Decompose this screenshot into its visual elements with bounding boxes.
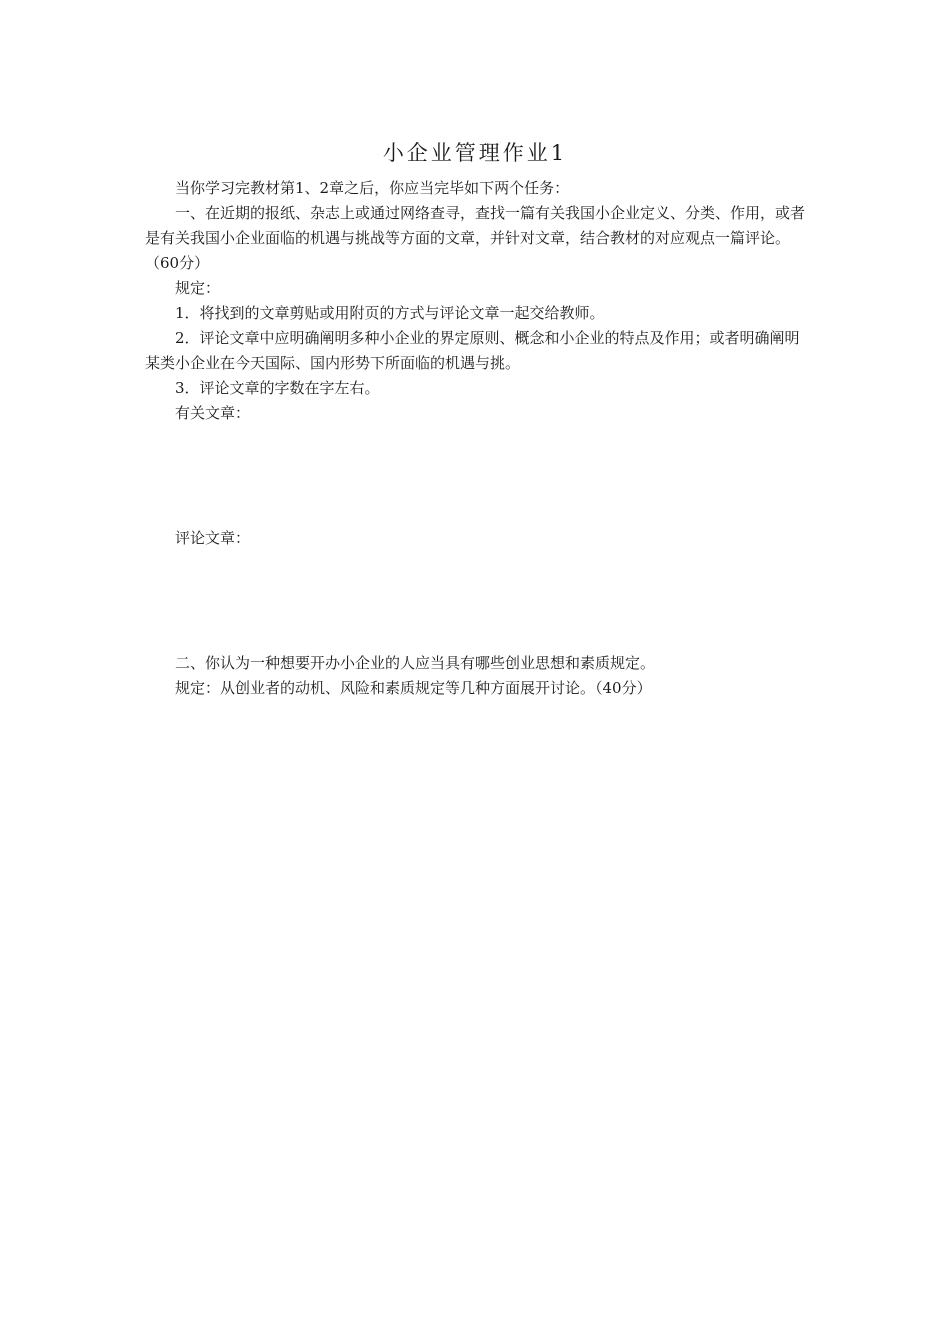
task1-requirement-item: 3．评论文章的字数在字左右。 <box>175 379 380 397</box>
related-article-blank-area <box>145 426 807 526</box>
task1-paragraph: 一、在近期的报纸、杂志上或通过网络查寻，查找一篇有关我国小企业定义、分类、作用，或者是有关我国小企业面临的机遇与挑战等方面的文章，并针对文章，结合教材的对应观点一篇评论。（60分） <box>145 204 806 272</box>
review-article-blank-area <box>145 551 807 651</box>
task1-requirement-item: 1．将找到的文章剪贴或用附页的方式与评论文章一起交给教师。 <box>175 304 605 322</box>
task2-paragraph: 二、你认为一种想要开办小企业的人应当具有哪些创业思想和素质规定。 <box>175 654 656 672</box>
task1-requirement-item: 2．评论文章中应明确阐明多种小企业的界定原则、概念和小企业的特点及作用；或者明确阐明某类小企业在今天国际、国内形势下所面临的机遇与挑。 <box>145 329 800 372</box>
related-article-label: 有关文章： <box>175 404 251 422</box>
document-title: 小企业管理作业1 <box>382 141 568 165</box>
document-body <box>145 176 807 701</box>
task2-requirement: 规定：从创业者的动机、风险和素质规定等几种方面展开讨论。（40分） <box>175 679 652 697</box>
task1-requirements-label: 规定： <box>175 279 221 297</box>
review-article-label: 评论文章： <box>175 529 251 547</box>
intro-paragraph: 当你学习完教材第1、2章之后，你应当完毕如下两个任务： <box>175 179 570 197</box>
